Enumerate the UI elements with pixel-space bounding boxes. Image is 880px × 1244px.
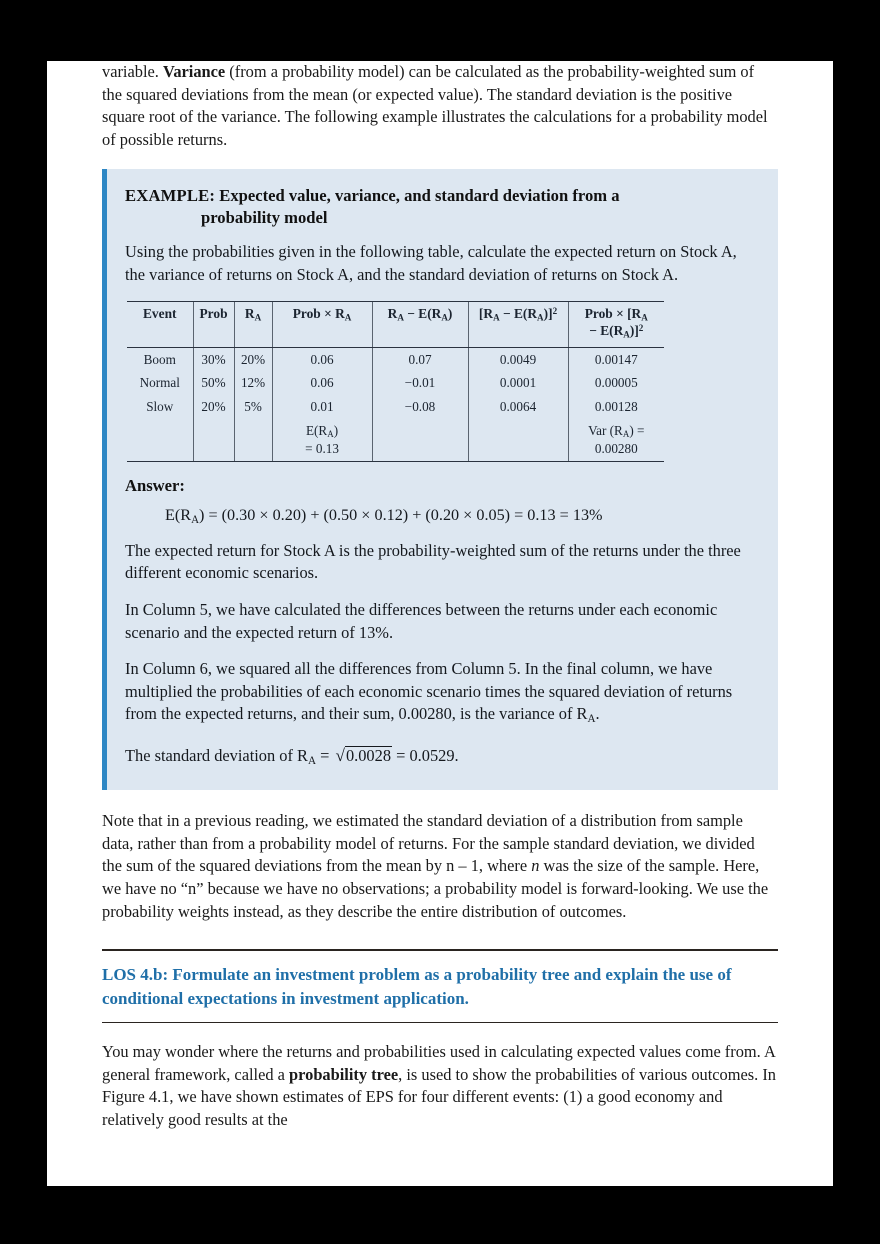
sqrt-expression [333,745,392,768]
table-body [127,347,664,462]
expected-return-formula: $E(R_A) = (0.30 \times 0.20) + (0.50 \times 0.12) + (0.20 \times 0.05) = 0.13 = 13\%$ [165,506,603,526]
closing-paragraph [102,1041,778,1131]
cell-variance: Var $(R_A)$ = 0.00280 [568,419,664,462]
th-ra: $R_A$ [234,301,272,347]
cell-empty [127,419,193,462]
th-prob: Prob [193,301,234,347]
formula-rest: ) = (0.30 × 0.20) + (0.50 × 0.12) + (0.20 × 0.05) = 0.13 = 13% [199,506,603,525]
example-title-line1: Expected value, variance, and standard deviation from a [219,186,620,206]
example-title [125,185,760,229]
cell-prob-ra: 0.06 [272,371,372,395]
cell-ra: 12% [234,371,272,395]
cell-prob-ra: 0.06 [272,347,372,371]
sqrt-radicand: 0.0028 [345,745,392,765]
cell-prob-squared: 0.00005 [568,371,664,395]
sqrt-icon: √ [335,745,345,765]
closing-part2: , is used to show the probabilities of various outcomes. In Figure 4.1, we have shown estimates of EPS for four different events: (1) a good economy and relatively good results at the [102,1064,776,1129]
note-part1: Note that in a previous reading, we estimated the standard deviation of a distribution from sample data, rather than from a probability model of returns. For the sample standard deviation, we divided the sum of the squared deviations from the mean by n – 1, where [102,811,755,876]
answer-label: Answer: [125,476,185,496]
cell-prob-squared: 0.00147 [568,347,664,371]
cell-prob-squared: 0.00128 [568,395,664,419]
table-row [127,371,664,395]
cell-prob: 30% [193,347,234,371]
th-deviation: $R_A - E(R_A)$ [372,301,468,347]
cell-squared: 0.0049 [468,347,568,371]
intro-paragraph [102,61,778,151]
variance-number: 0.00280 [594,441,638,457]
cell-deviation: −0.01 [372,371,468,395]
probability-table [127,301,664,463]
cell-deviation: −0.08 [372,395,468,419]
example-paragraph-3-text: In Column 6, we squared all the differences from Column 5. In the final column, we have multiplied the probabilities of each economic scenario times the squared deviation of returns from the expected returns, and their sum, 0.00280, is the variance of R [125,659,733,724]
note-italic-n: n [531,856,540,876]
cell-prob: 50% [193,371,234,395]
note-part2: was the size of the sample. Here, we have no “n” because we have no observations; a probability model is forward-looking. We use the probability weights instead, as they describe the entire distribution of outcomes. [102,856,769,921]
probability-tree-bold: probability tree [289,1064,399,1084]
example-paragraph-1: The expected return for Stock A is the probability-weighted sum of the returns under the three different economic scenarios. [125,540,741,583]
cell-squared: 0.0064 [468,395,568,419]
probability-table-wrap [125,301,760,463]
cell-event: Boom [143,351,176,367]
cell-empty [193,419,234,462]
variance-bold-term: Variance [162,62,226,81]
std-dev-lead: The standard deviation of R [125,745,308,765]
note-paragraph [102,810,778,923]
example-label: EXAMPLE: [125,186,216,206]
std-dev-subscript: A [307,754,317,767]
example-prompt: Using the probabilities given in the following table, calculate the expected return on Stock A, the variance of returns on Stock A, and the standard deviation of returns on Stock A. [125,242,737,284]
example-paragraph-3 [125,658,760,731]
los-block [102,949,778,1023]
th-prob-times-squared-deviation: Prob × [$R_A$ − $E(R_A)]^2$ [568,301,664,347]
std-dev-result: = 0.0529. [392,745,459,765]
cell-ra: 5% [234,395,272,419]
std-dev-equals: = [316,745,334,765]
cell-prob: 20% [193,395,234,419]
cell-empty [372,419,468,462]
cell-deviation: 0.07 [372,347,468,371]
intro-text-after-bold: (from a probability model) can be calculated as the probability-weighted sum of the squared deviations from the mean (or expected value). The standard deviation is the positive square root of the variance. The following example illustrates the calculations for a probability model of possible returns. [102,62,768,149]
th-squared-deviation: $[R_A - E(R_A)]^2$ [468,301,568,347]
table-row [127,395,664,419]
cell-event: Normal [139,375,180,391]
variance-subscript: A [587,713,596,726]
table-summary-row [127,419,664,462]
cell-prob-ra: 0.01 [272,395,372,419]
cell-squared: 0.0001 [468,371,568,395]
example-paragraph-2: In Column 5, we have calculated the differences between the returns under each economic scenario and the expected return of 13%. [125,600,718,642]
document-page [47,61,833,1186]
example-title-line2: probability model [201,208,328,228]
table-head [127,301,664,347]
los-heading: LOS 4.b: Formulate an investment problem as a probability tree and explain the use of conditional expectations in investment application. [102,965,732,1008]
expected-value-number: = 0.13 [305,441,339,457]
th-prob-times-ra: Prob × $R_A$ [272,301,372,347]
cell-empty [468,419,568,462]
std-dev-line [125,745,760,772]
cell-ra: 20% [234,347,272,371]
cell-empty [234,419,272,462]
page-content [47,61,833,1132]
closing-part1: You may wonder where the returns and probabilities used in calculating expected values come from. A general framework, called a [102,1042,775,1084]
los-rule-bottom [102,1022,778,1023]
intro-text-before-bold: variable. [102,62,163,81]
variance-tail: . [595,704,600,724]
example-callout-box [102,169,778,790]
cell-event: Slow [146,399,174,415]
table-header-row [127,301,664,347]
th-event: Event [127,301,193,347]
table-row [127,347,664,371]
cell-expected-value: $E(R_A)$ = 0.13 [272,419,372,462]
